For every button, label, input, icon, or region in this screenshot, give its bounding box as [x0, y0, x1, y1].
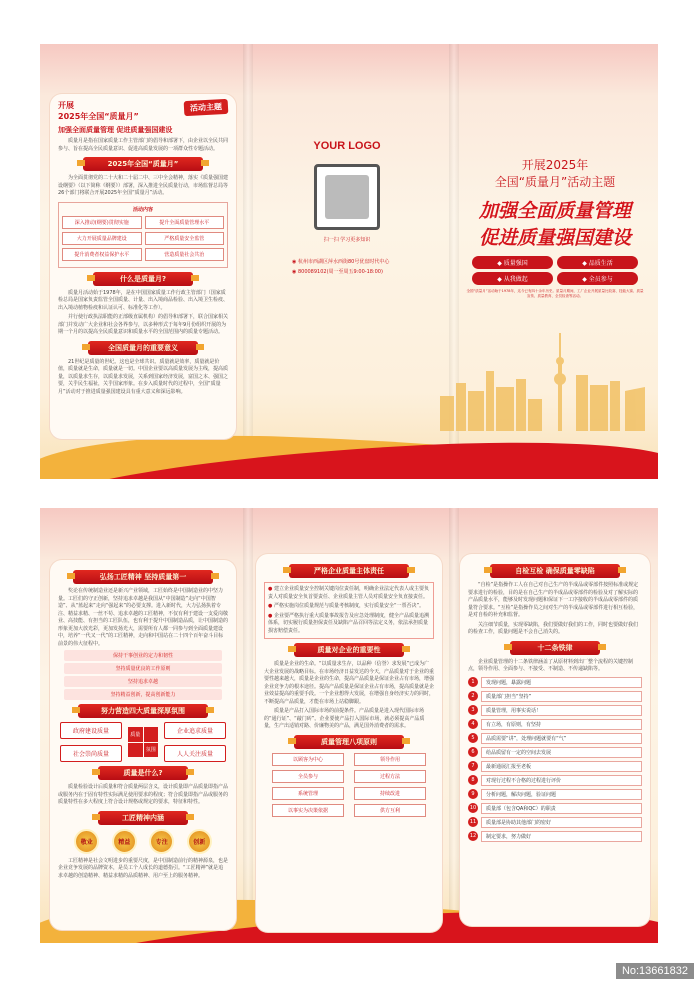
responsibility-item: ● 严格实施岗位质量规范与质量考核制度，实行质量安全“一票否决”。: [268, 603, 425, 609]
activity-item: 提升消费者权益保护水平: [62, 248, 142, 261]
responsibility-panel: [256, 554, 442, 932]
address-row: ◉ 杭州市西湖区萍水西街80号优盘时代中心: [292, 259, 390, 265]
banner: 十二条铁律: [510, 641, 600, 655]
activity-item: 营造质量社会共治: [145, 248, 225, 261]
phone-row: ◉ 800089102(周一至周五9:00-18:00): [292, 269, 383, 275]
section-title: 2025年全国“质量月”: [83, 157, 203, 171]
principle-item: 供方互利: [354, 804, 426, 817]
responsibility-item: ● 企业要严格执行重大质量事故报告及应急处理制度，健全产品质量追溯体系，切实履行质量担保责任及缺陷产品召回等法定义务，依法承担质量损害赔偿责任。: [268, 612, 429, 634]
atmosphere-item: 人人关注质量: [164, 745, 226, 762]
responsibility-list: [264, 582, 434, 639]
body-text: 奖论在传统制造业还是新兴产业领域，工匠始终是中国制造业的中坚力量。工匠们的守正创新，坚持追求卓越是我国从“中国制造”走向“中国智造”、从“蓝起来”走向“强起来”的必要支撑。进入新时代，大力弘扬执着专注、精益求精、一丝不苟、追求卓越的工匠精神，不仅有利于建设一支爱岗敬业、高技能、有担当的工匠队伍，也有利于提升中国制造品质，让中国制造的形象更加大放光彩，更加发扬光大，需要所有人都一同参与到全面质量建设中，培养“一代又一代”的工匠精神，走向和中国站在二十四个百年奋斗目标前景的伟大征程中。: [58, 588, 229, 647]
activity-label: 活动内容: [132, 206, 153, 213]
qr-caption: 扫一扫 学习更多知识: [323, 237, 371, 243]
atmosphere-diagram: [60, 722, 226, 762]
banner: 质量管理八项原则: [294, 735, 404, 749]
kicker-line1: 开展: [58, 101, 74, 110]
banner: 工匠精神内涵: [98, 811, 188, 825]
spirit-circle: 创新: [187, 829, 212, 854]
principle-item: 持续改进: [354, 787, 426, 800]
cover-heading-2: 全国“质量月”活动主题: [494, 175, 616, 189]
rules-panel: [460, 554, 650, 926]
rule-item: 1 发现问题，暴露问题: [468, 677, 642, 688]
banner: 严格企业质量主体责任: [289, 564, 409, 578]
rule-item: 3 质量管理，用事实说话！: [468, 705, 642, 716]
spirit-item: 保持干事创业的定力和韧性: [64, 650, 222, 661]
qr-code-placeholder: [314, 164, 380, 230]
body-text: 质量是企业的生命。“以质量求生存，以品种（信誉）求发展”已成为广大企业发展的战略目标。在市场经济日益发达的今天，产品质量对于企业的重要性越来越大，质量是企业的生命，提高产品质量是保证企业占有市场，增强企业竞争力的根本途径。提高产品质量是保证企业占有市场，提高质量就是企业效益提高的重要手段。一个企业想得大发展，在增强自身经济实力的同时，不断提高产品质量，才能在市场上站稳脚跟。 质量是产品打入国际市场的前提条件。产品质量是进入现代国际市场的“通行证”、“敲门砖”。企业要使产品打入国际市场，就必须提高产品质量，生产出适销对路、价廉物美的产品，满足国外消费者的需求。: [264, 661, 435, 729]
slogan-line-1: 加强全面质量管理: [478, 200, 631, 222]
activity-item: 提升全面质量管理水平: [145, 216, 225, 229]
spirit-circle: 专注: [149, 829, 174, 854]
cover-heading-1: 开展2025年: [521, 158, 589, 172]
spirit-item: 坚持追求卓越: [64, 676, 222, 687]
phone-icon: ◉: [292, 269, 298, 275]
tag: ◆ 全员参与: [557, 272, 638, 285]
activity-item: 严格质量安全监管: [145, 232, 225, 245]
city-skyline: [420, 321, 658, 431]
tag-group: [472, 256, 638, 285]
cover-footer-text: 全国“质量月”活动始于1978年，迄今已有四十余年历史。质量月期间，工厂企业开展质量比较赛、技能大赛、质量宣传、质量教育、全员检查等活动。: [466, 289, 644, 298]
brochure-outside: [40, 44, 658, 479]
section-title: 全国质量月的重要意义: [88, 341, 198, 355]
principle-item: 过程方法: [354, 770, 426, 783]
slogan-line-2: 促进质量强国建设: [478, 227, 631, 249]
body-text: 工匠精神是社会文明进步的重要尺度，是中国制造前行的精神源泉，也是企业竞争发展的品牌资本，是员工个人成长的道德指引。“工匠精神”就是追求卓越的创造精神、精益求精的品质精神、用户至上的服务精神。: [58, 857, 229, 879]
principles-grid: [272, 753, 426, 817]
rule-item: 11 质量部是协助其他部门的密好: [468, 817, 642, 828]
body-text: “自检”是指操作工人在自己对自己生产的半成品或零部件按照标准或规定要求进行的检验，目的是在自己生产的半成品或零部件的检验及对了解实际的产品质量水平，能够及时发现问题和保证下一工序接收的半成品或零部件的质量符合要求。“互检”是指操作员之间对生产的半成品或零部件进行相互检验，是对自检的补充和监督。 关注细节质量，实现零缺陷，我们要做好我们的工作，同时也要做好我们的检查工作，质量问题是不会自己消失的。: [468, 582, 639, 635]
spirit-circle: 敬业: [74, 829, 99, 854]
rule-item: 12 制定要求，努力做好: [468, 831, 642, 842]
rule-item: 6 给品质留有一定的空间去发展: [468, 747, 642, 758]
banner: 质量是什么?: [98, 766, 188, 780]
section-title: 什么是质量月?: [93, 272, 193, 286]
rule-item: 10 质量部（包含QA和QC）的职责: [468, 803, 642, 814]
tag: ◆ 品质生活: [557, 256, 638, 269]
section-text: 质量月活动始于1978年，是在中国国家质量工作行政主管部门（国家质检总局是国家负责监管全国质量、计量、出入境商品检验、出入境卫生检疫、出入境动植物检疫和认证认可、标准化等工作）。 并行使行政执法职能的正部级直属机构）的倡导和部署下，联合国家相关部门并发动广大企业和社会各界参与，以多种形式于每年9月份组织开展的为期一个月的以提高全民质量意识和质量水平的全国范围内的质量专题活动。: [58, 289, 229, 335]
kicker-line2: 2025年全国“质量月”: [58, 112, 139, 121]
rule-item: 2 质量部门担当“坚持”: [468, 691, 642, 702]
principle-item: 以事实为决策依据: [272, 804, 344, 817]
activity-badge: 活动主题: [184, 99, 229, 116]
principle-item: 领导作用: [354, 753, 426, 766]
back-cover: [252, 140, 442, 277]
spirit-item: 坚持质量优良的工作原则: [64, 663, 222, 674]
rule-item: 8 对现行过程不合格的过程进行评价: [468, 775, 642, 786]
fold-line: [243, 508, 253, 943]
tag: ◆ 从我做起: [472, 272, 553, 285]
atmosphere-item: 政府建设质量: [60, 722, 122, 739]
brochure-inside: [40, 508, 658, 943]
intro-panel: [50, 94, 236, 439]
atmosphere-item: 社会崇尚质量: [60, 745, 122, 762]
responsibility-item: ● 建立企业质量安全控制关键岗位责任制，明确企业法定代表人或主要负责人对质量安全负首要责任、企业质量主管人员对质量安全负直接责任。: [268, 586, 429, 600]
rule-item: 9 分析问题，解决问题，验证问题: [468, 789, 642, 800]
tag: ◆ 质量强国: [472, 256, 553, 269]
rules-intro: 企业质量管理的十二条铁律涵盖了从原材料到出厂整个流程的关键控制点，领导作用、全面参与、不接受、不制造、不传递缺陷等。: [468, 658, 634, 672]
principle-item: 以顾客为中心: [272, 753, 344, 766]
activity-item: 大力开展质量品牌建设: [62, 232, 142, 245]
watermark-id: No:13661832: [616, 963, 694, 979]
spirit-list: [58, 650, 228, 700]
section-text: 21世纪是质量的世纪。这也是全球共识。质量就是效率，质量就是价值，质量就是生命，质量就是一切。中国企业要以高质量发展为主线，提高质量，以质量求生存，以质量求发展，关系到国家经济发展，富国之本、强国之要，关乎民生福祉，关乎国家形象。在步入质量时代的过程中，全国“质量月”活动对于推进质量强国建设具有重大意义和深远影响。: [58, 358, 229, 395]
atmosphere-item: 企业追求质量: [164, 722, 226, 739]
rules-list: [468, 677, 642, 842]
banner: 弘扬工匠精神 坚持质量第一: [73, 570, 213, 584]
principle-item: 系统管理: [272, 787, 344, 800]
body-text: 质量检验设计后质量和符合质量两层含义，设计质量即产品质量即指产品或服务内在于固有特性实际满足使用要求的程度；符合质量即指产品或服务的质量特性在多大程度上符合设计规格或规定的要求，特征和特性。: [58, 784, 229, 805]
atmosphere-center: 质量 氛围: [128, 727, 158, 757]
theme-line: 加强全面质量管理 促进质量强国建设: [58, 126, 173, 134]
rule-item: 4 有立场，有原则，有坚持: [468, 719, 642, 730]
spirit-circles: [68, 829, 218, 854]
principle-item: 全员参与: [272, 770, 344, 783]
front-cover: [458, 156, 652, 299]
banner: 自检互检 确保质量零缺陷: [490, 564, 620, 578]
location-icon: ◉: [292, 259, 298, 265]
rule-item: 5 品质需要“讲”，处理问题就要有“气”: [468, 733, 642, 744]
rule-item: 7 最新通展汇报至老板: [468, 761, 642, 772]
craftsman-panel: [50, 560, 236, 930]
fold-line: [449, 508, 459, 943]
activity-item: 深入推动(纲要)贯彻实施: [62, 216, 142, 229]
logo: YOUR LOGO: [313, 140, 381, 152]
spirit-item: 坚持精益创新，提高创新能力: [64, 689, 222, 700]
banner: 质量对企业的重要性: [294, 643, 404, 657]
intro-text: 质量月是指在国家质量工作主管部门的倡导和部署下，由企业以全民共同参与、旨在提高全民质量意识、促进高质量发展的一项群众性专题活动。: [58, 138, 229, 152]
section-text: 为全面贯彻党的二十大和二十届二中、三中全会精神，落实《质量强国建设纲要》（以下简称《纲要》）部署，深入推进全民质量行动，市场监督总局等26个部门将联合开展2025年全国“质量月”活动。: [58, 175, 229, 196]
banner: 努力营造四大质量深厚氛围: [78, 704, 208, 718]
spirit-circle: 精益: [112, 829, 137, 854]
activity-list: [58, 202, 228, 268]
